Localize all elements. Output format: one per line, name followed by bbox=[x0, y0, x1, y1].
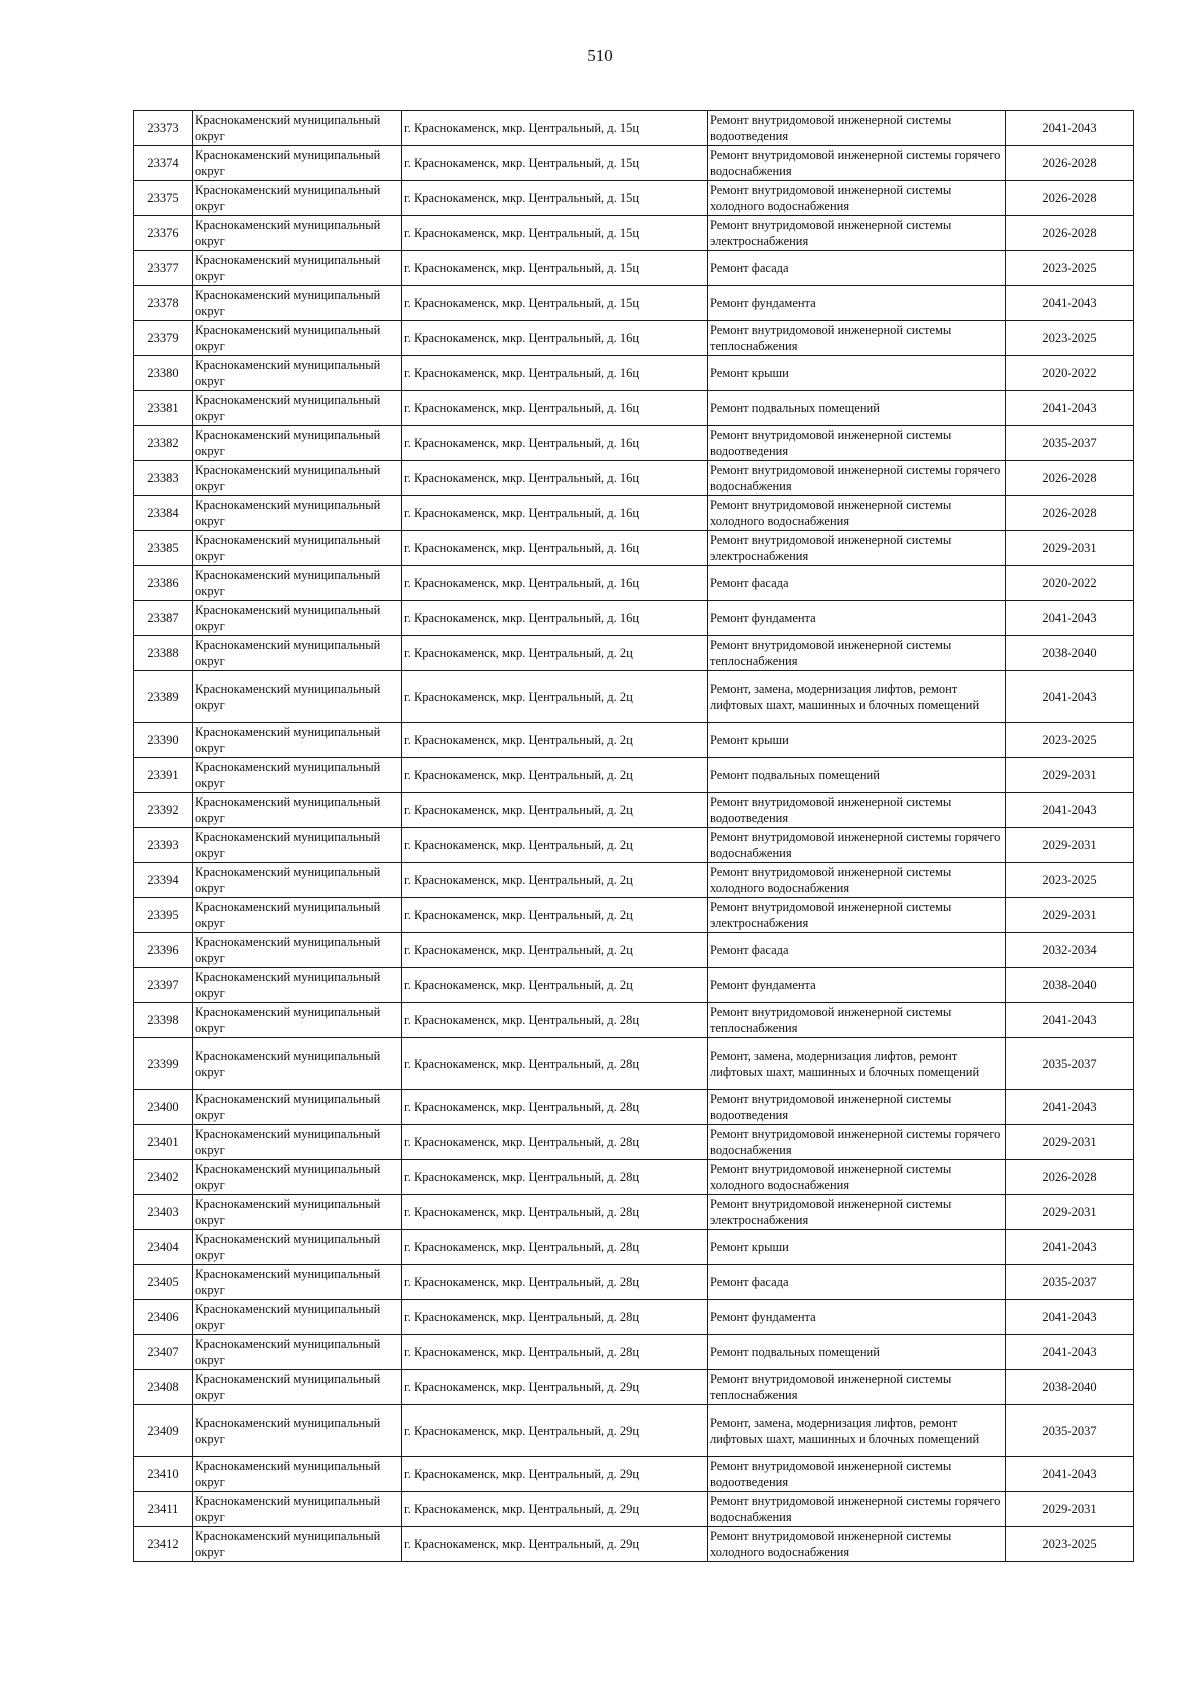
address-cell: г. Краснокаменск, мкр. Центральный, д. 2ц bbox=[402, 723, 708, 758]
table-row bbox=[134, 968, 1134, 1003]
work-type-cell: Ремонт, замена, модернизация лифтов, ремонт лифтовых шахт, машинных и блочных помещений bbox=[708, 1405, 1006, 1457]
address-cell: г. Краснокаменск, мкр. Центральный, д. 28ц bbox=[402, 1125, 708, 1160]
table-row bbox=[134, 1265, 1134, 1300]
row-number: 23404 bbox=[134, 1230, 193, 1265]
municipality-cell: Краснокаменский муниципальный округ bbox=[193, 496, 402, 531]
address-cell: г. Краснокаменск, мкр. Центральный, д. 28ц bbox=[402, 1160, 708, 1195]
period-cell: 2023-2025 bbox=[1006, 251, 1134, 286]
municipality-cell: Краснокаменский муниципальный округ bbox=[193, 828, 402, 863]
row-number: 23393 bbox=[134, 828, 193, 863]
address-cell: г. Краснокаменск, мкр. Центральный, д. 28ц bbox=[402, 1038, 708, 1090]
municipality-cell: Краснокаменский муниципальный округ bbox=[193, 933, 402, 968]
municipality-cell: Краснокаменский муниципальный округ bbox=[193, 1003, 402, 1038]
period-cell: 2041-2043 bbox=[1006, 793, 1134, 828]
table-row bbox=[134, 1003, 1134, 1038]
period-cell: 2029-2031 bbox=[1006, 758, 1134, 793]
table-row bbox=[134, 181, 1134, 216]
address-cell: г. Краснокаменск, мкр. Центральный, д. 2ц bbox=[402, 828, 708, 863]
row-number: 23389 bbox=[134, 671, 193, 723]
municipality-cell: Краснокаменский муниципальный округ bbox=[193, 286, 402, 321]
municipality-cell: Краснокаменский муниципальный округ bbox=[193, 601, 402, 636]
work-type-cell: Ремонт фасада bbox=[708, 933, 1006, 968]
table-row bbox=[134, 146, 1134, 181]
municipality-cell: Краснокаменский муниципальный округ bbox=[193, 391, 402, 426]
municipality-cell: Краснокаменский муниципальный округ bbox=[193, 1457, 402, 1492]
address-cell: г. Краснокаменск, мкр. Центральный, д. 2ц bbox=[402, 933, 708, 968]
address-cell: г. Краснокаменск, мкр. Центральный, д. 15ц bbox=[402, 111, 708, 146]
municipality-cell: Краснокаменский муниципальный округ bbox=[193, 181, 402, 216]
address-cell: г. Краснокаменск, мкр. Центральный, д. 2ц bbox=[402, 863, 708, 898]
address-cell: г. Краснокаменск, мкр. Центральный, д. 16ц bbox=[402, 566, 708, 601]
table-row bbox=[134, 286, 1134, 321]
municipality-cell: Краснокаменский муниципальный округ bbox=[193, 758, 402, 793]
row-number: 23412 bbox=[134, 1527, 193, 1562]
municipality-cell: Краснокаменский муниципальный округ bbox=[193, 898, 402, 933]
work-type-cell: Ремонт внутридомовой инженерной системы теплоснабжения bbox=[708, 1370, 1006, 1405]
municipality-cell: Краснокаменский муниципальный округ bbox=[193, 321, 402, 356]
row-number: 23397 bbox=[134, 968, 193, 1003]
work-type-cell: Ремонт внутридомовой инженерной системы электроснабжения bbox=[708, 1195, 1006, 1230]
row-number: 23378 bbox=[134, 286, 193, 321]
work-type-cell: Ремонт внутридомовой инженерной системы электроснабжения bbox=[708, 216, 1006, 251]
address-cell: г. Краснокаменск, мкр. Центральный, д. 2ц bbox=[402, 758, 708, 793]
municipality-cell: Краснокаменский муниципальный округ bbox=[193, 723, 402, 758]
address-cell: г. Краснокаменск, мкр. Центральный, д. 2ц bbox=[402, 898, 708, 933]
row-number: 23395 bbox=[134, 898, 193, 933]
work-type-cell: Ремонт, замена, модернизация лифтов, ремонт лифтовых шахт, машинных и блочных помещений bbox=[708, 671, 1006, 723]
row-number: 23382 bbox=[134, 426, 193, 461]
municipality-cell: Краснокаменский муниципальный округ bbox=[193, 216, 402, 251]
work-type-cell: Ремонт внутридомовой инженерной системы электроснабжения bbox=[708, 898, 1006, 933]
municipality-cell: Краснокаменский муниципальный округ bbox=[193, 1300, 402, 1335]
row-number: 23394 bbox=[134, 863, 193, 898]
table-row bbox=[134, 531, 1134, 566]
period-cell: 2026-2028 bbox=[1006, 1160, 1134, 1195]
work-type-cell: Ремонт фундамента bbox=[708, 968, 1006, 1003]
period-cell: 2029-2031 bbox=[1006, 898, 1134, 933]
period-cell: 2026-2028 bbox=[1006, 216, 1134, 251]
table-row bbox=[134, 671, 1134, 723]
table-row bbox=[134, 1300, 1134, 1335]
address-cell: г. Краснокаменск, мкр. Центральный, д. 28ц bbox=[402, 1265, 708, 1300]
period-cell: 2029-2031 bbox=[1006, 1125, 1134, 1160]
period-cell: 2023-2025 bbox=[1006, 723, 1134, 758]
row-number: 23373 bbox=[134, 111, 193, 146]
row-number: 23407 bbox=[134, 1335, 193, 1370]
work-type-cell: Ремонт внутридомовой инженерной системы холодного водоснабжения bbox=[708, 1527, 1006, 1562]
period-cell: 2041-2043 bbox=[1006, 286, 1134, 321]
municipality-cell: Краснокаменский муниципальный округ bbox=[193, 251, 402, 286]
municipality-cell: Краснокаменский муниципальный округ bbox=[193, 461, 402, 496]
municipality-cell: Краснокаменский муниципальный округ bbox=[193, 531, 402, 566]
address-cell: г. Краснокаменск, мкр. Центральный, д. 15ц bbox=[402, 251, 708, 286]
table-row bbox=[134, 758, 1134, 793]
work-type-cell: Ремонт внутридомовой инженерной системы горячего водоснабжения bbox=[708, 146, 1006, 181]
row-number: 23408 bbox=[134, 1370, 193, 1405]
municipality-cell: Краснокаменский муниципальный округ bbox=[193, 968, 402, 1003]
table-row bbox=[134, 1405, 1134, 1457]
work-type-cell: Ремонт фундамента bbox=[708, 286, 1006, 321]
row-number: 23381 bbox=[134, 391, 193, 426]
work-type-cell: Ремонт фундамента bbox=[708, 601, 1006, 636]
work-type-cell: Ремонт крыши bbox=[708, 1230, 1006, 1265]
municipality-cell: Краснокаменский муниципальный округ bbox=[193, 793, 402, 828]
table-row bbox=[134, 496, 1134, 531]
row-number: 23387 bbox=[134, 601, 193, 636]
work-type-cell: Ремонт подвальных помещений bbox=[708, 758, 1006, 793]
row-number: 23386 bbox=[134, 566, 193, 601]
municipality-cell: Краснокаменский муниципальный округ bbox=[193, 1492, 402, 1527]
address-cell: г. Краснокаменск, мкр. Центральный, д. 16ц bbox=[402, 426, 708, 461]
period-cell: 2041-2043 bbox=[1006, 1003, 1134, 1038]
table-row bbox=[134, 1125, 1134, 1160]
work-type-cell: Ремонт внутридомовой инженерной системы горячего водоснабжения bbox=[708, 461, 1006, 496]
table-row bbox=[134, 1370, 1134, 1405]
row-number: 23411 bbox=[134, 1492, 193, 1527]
municipality-cell: Краснокаменский муниципальный округ bbox=[193, 426, 402, 461]
table-row bbox=[134, 933, 1134, 968]
period-cell: 2041-2043 bbox=[1006, 1457, 1134, 1492]
municipality-cell: Краснокаменский муниципальный округ bbox=[193, 1405, 402, 1457]
repair-schedule-table bbox=[133, 110, 1134, 1562]
municipality-cell: Краснокаменский муниципальный округ bbox=[193, 1265, 402, 1300]
row-number: 23383 bbox=[134, 461, 193, 496]
table-row bbox=[134, 1038, 1134, 1090]
period-cell: 2035-2037 bbox=[1006, 1265, 1134, 1300]
period-cell: 2041-2043 bbox=[1006, 111, 1134, 146]
address-cell: г. Краснокаменск, мкр. Центральный, д. 29ц bbox=[402, 1527, 708, 1562]
period-cell: 2029-2031 bbox=[1006, 828, 1134, 863]
municipality-cell: Краснокаменский муниципальный округ bbox=[193, 1038, 402, 1090]
table-row bbox=[134, 863, 1134, 898]
address-cell: г. Краснокаменск, мкр. Центральный, д. 16ц bbox=[402, 531, 708, 566]
row-number: 23403 bbox=[134, 1195, 193, 1230]
period-cell: 2026-2028 bbox=[1006, 146, 1134, 181]
work-type-cell: Ремонт фасада bbox=[708, 1265, 1006, 1300]
table-row bbox=[134, 356, 1134, 391]
period-cell: 2041-2043 bbox=[1006, 601, 1134, 636]
period-cell: 2041-2043 bbox=[1006, 1335, 1134, 1370]
municipality-cell: Краснокаменский муниципальный округ bbox=[193, 1335, 402, 1370]
row-number: 23384 bbox=[134, 496, 193, 531]
table-row bbox=[134, 1457, 1134, 1492]
work-type-cell: Ремонт подвальных помещений bbox=[708, 1335, 1006, 1370]
period-cell: 2026-2028 bbox=[1006, 181, 1134, 216]
period-cell: 2029-2031 bbox=[1006, 1195, 1134, 1230]
work-type-cell: Ремонт внутридомовой инженерной системы холодного водоснабжения bbox=[708, 863, 1006, 898]
address-cell: г. Краснокаменск, мкр. Центральный, д. 29ц bbox=[402, 1370, 708, 1405]
work-type-cell: Ремонт внутридомовой инженерной системы холодного водоснабжения bbox=[708, 181, 1006, 216]
row-number: 23388 bbox=[134, 636, 193, 671]
municipality-cell: Краснокаменский муниципальный округ bbox=[193, 1125, 402, 1160]
address-cell: г. Краснокаменск, мкр. Центральный, д. 15ц bbox=[402, 181, 708, 216]
table-row bbox=[134, 1195, 1134, 1230]
row-number: 23409 bbox=[134, 1405, 193, 1457]
period-cell: 2035-2037 bbox=[1006, 426, 1134, 461]
row-number: 23398 bbox=[134, 1003, 193, 1038]
row-number: 23401 bbox=[134, 1125, 193, 1160]
table-row bbox=[134, 1492, 1134, 1527]
address-cell: г. Краснокаменск, мкр. Центральный, д. 16ц bbox=[402, 356, 708, 391]
municipality-cell: Краснокаменский муниципальный округ bbox=[193, 1527, 402, 1562]
period-cell: 2029-2031 bbox=[1006, 531, 1134, 566]
work-type-cell: Ремонт крыши bbox=[708, 723, 1006, 758]
work-type-cell: Ремонт внутридомовой инженерной системы горячего водоснабжения bbox=[708, 1125, 1006, 1160]
table-row bbox=[134, 1160, 1134, 1195]
row-number: 23396 bbox=[134, 933, 193, 968]
work-type-cell: Ремонт внутридомовой инженерной системы водоотведения bbox=[708, 111, 1006, 146]
table-row bbox=[134, 636, 1134, 671]
row-number: 23402 bbox=[134, 1160, 193, 1195]
work-type-cell: Ремонт подвальных помещений bbox=[708, 391, 1006, 426]
municipality-cell: Краснокаменский муниципальный округ bbox=[193, 1090, 402, 1125]
row-number: 23410 bbox=[134, 1457, 193, 1492]
period-cell: 2041-2043 bbox=[1006, 1230, 1134, 1265]
work-type-cell: Ремонт внутридомовой инженерной системы водоотведения bbox=[708, 1457, 1006, 1492]
period-cell: 2041-2043 bbox=[1006, 1090, 1134, 1125]
row-number: 23406 bbox=[134, 1300, 193, 1335]
row-number: 23400 bbox=[134, 1090, 193, 1125]
period-cell: 2038-2040 bbox=[1006, 968, 1134, 1003]
address-cell: г. Краснокаменск, мкр. Центральный, д. 28ц bbox=[402, 1230, 708, 1265]
address-cell: г. Краснокаменск, мкр. Центральный, д. 16ц bbox=[402, 601, 708, 636]
row-number: 23399 bbox=[134, 1038, 193, 1090]
address-cell: г. Краснокаменск, мкр. Центральный, д. 2ц bbox=[402, 968, 708, 1003]
municipality-cell: Краснокаменский муниципальный округ bbox=[193, 671, 402, 723]
period-cell: 2035-2037 bbox=[1006, 1405, 1134, 1457]
period-cell: 2038-2040 bbox=[1006, 1370, 1134, 1405]
address-cell: г. Краснокаменск, мкр. Центральный, д. 15ц bbox=[402, 146, 708, 181]
table-row bbox=[134, 1230, 1134, 1265]
page-number: 510 bbox=[587, 46, 613, 65]
row-number: 23405 bbox=[134, 1265, 193, 1300]
work-type-cell: Ремонт фасада bbox=[708, 251, 1006, 286]
row-number: 23385 bbox=[134, 531, 193, 566]
address-cell: г. Краснокаменск, мкр. Центральный, д. 28ц bbox=[402, 1335, 708, 1370]
period-cell: 2041-2043 bbox=[1006, 671, 1134, 723]
municipality-cell: Краснокаменский муниципальный округ bbox=[193, 1160, 402, 1195]
row-number: 23374 bbox=[134, 146, 193, 181]
table-row bbox=[134, 828, 1134, 863]
row-number: 23391 bbox=[134, 758, 193, 793]
table-row bbox=[134, 216, 1134, 251]
period-cell: 2041-2043 bbox=[1006, 391, 1134, 426]
table-row bbox=[134, 793, 1134, 828]
work-type-cell: Ремонт фундамента bbox=[708, 1300, 1006, 1335]
work-type-cell: Ремонт внутридомовой инженерной системы теплоснабжения bbox=[708, 321, 1006, 356]
address-cell: г. Краснокаменск, мкр. Центральный, д. 2ц bbox=[402, 671, 708, 723]
address-cell: г. Краснокаменск, мкр. Центральный, д. 15ц bbox=[402, 286, 708, 321]
work-type-cell: Ремонт внутридомовой инженерной системы холодного водоснабжения bbox=[708, 1160, 1006, 1195]
row-number: 23390 bbox=[134, 723, 193, 758]
address-cell: г. Краснокаменск, мкр. Центральный, д. 28ц bbox=[402, 1090, 708, 1125]
table-row bbox=[134, 601, 1134, 636]
address-cell: г. Краснокаменск, мкр. Центральный, д. 29ц bbox=[402, 1405, 708, 1457]
municipality-cell: Краснокаменский муниципальный округ bbox=[193, 146, 402, 181]
work-type-cell: Ремонт крыши bbox=[708, 356, 1006, 391]
work-type-cell: Ремонт внутридомовой инженерной системы теплоснабжения bbox=[708, 636, 1006, 671]
row-number: 23376 bbox=[134, 216, 193, 251]
table-row bbox=[134, 391, 1134, 426]
municipality-cell: Краснокаменский муниципальный округ bbox=[193, 111, 402, 146]
address-cell: г. Краснокаменск, мкр. Центральный, д. 29ц bbox=[402, 1457, 708, 1492]
table-row bbox=[134, 898, 1134, 933]
period-cell: 2041-2043 bbox=[1006, 1300, 1134, 1335]
address-cell: г. Краснокаменск, мкр. Центральный, д. 16ц bbox=[402, 496, 708, 531]
address-cell: г. Краснокаменск, мкр. Центральный, д. 16ц bbox=[402, 391, 708, 426]
municipality-cell: Краснокаменский муниципальный округ bbox=[193, 636, 402, 671]
period-cell: 2035-2037 bbox=[1006, 1038, 1134, 1090]
period-cell: 2023-2025 bbox=[1006, 863, 1134, 898]
address-cell: г. Краснокаменск, мкр. Центральный, д. 28ц bbox=[402, 1300, 708, 1335]
period-cell: 2023-2025 bbox=[1006, 1527, 1134, 1562]
address-cell: г. Краснокаменск, мкр. Центральный, д. 16ц bbox=[402, 461, 708, 496]
work-type-cell: Ремонт, замена, модернизация лифтов, ремонт лифтовых шахт, машинных и блочных помещений bbox=[708, 1038, 1006, 1090]
period-cell: 2020-2022 bbox=[1006, 566, 1134, 601]
table-row bbox=[134, 251, 1134, 286]
table-row bbox=[134, 111, 1134, 146]
work-type-cell: Ремонт внутридомовой инженерной системы холодного водоснабжения bbox=[708, 496, 1006, 531]
row-number: 23392 bbox=[134, 793, 193, 828]
row-number: 23380 bbox=[134, 356, 193, 391]
table-row bbox=[134, 426, 1134, 461]
period-cell: 2038-2040 bbox=[1006, 636, 1134, 671]
municipality-cell: Краснокаменский муниципальный округ bbox=[193, 863, 402, 898]
work-type-cell: Ремонт внутридомовой инженерной системы водоотведения bbox=[708, 1090, 1006, 1125]
row-number: 23377 bbox=[134, 251, 193, 286]
address-cell: г. Краснокаменск, мкр. Центральный, д. 2ц bbox=[402, 636, 708, 671]
table-body bbox=[134, 111, 1134, 1562]
address-cell: г. Краснокаменск, мкр. Центральный, д. 2ц bbox=[402, 793, 708, 828]
period-cell: 2023-2025 bbox=[1006, 321, 1134, 356]
row-number: 23375 bbox=[134, 181, 193, 216]
work-type-cell: Ремонт внутридомовой инженерной системы водоотведения bbox=[708, 793, 1006, 828]
table-row bbox=[134, 1527, 1134, 1562]
work-type-cell: Ремонт внутридомовой инженерной системы теплоснабжения bbox=[708, 1003, 1006, 1038]
row-number: 23379 bbox=[134, 321, 193, 356]
table-row bbox=[134, 461, 1134, 496]
work-type-cell: Ремонт внутридомовой инженерной системы электроснабжения bbox=[708, 531, 1006, 566]
address-cell: г. Краснокаменск, мкр. Центральный, д. 28ц bbox=[402, 1003, 708, 1038]
address-cell: г. Краснокаменск, мкр. Центральный, д. 29ц bbox=[402, 1492, 708, 1527]
work-type-cell: Ремонт внутридомовой инженерной системы горячего водоснабжения bbox=[708, 828, 1006, 863]
table-row bbox=[134, 1090, 1134, 1125]
period-cell: 2029-2031 bbox=[1006, 1492, 1134, 1527]
municipality-cell: Краснокаменский муниципальный округ bbox=[193, 1195, 402, 1230]
period-cell: 2026-2028 bbox=[1006, 496, 1134, 531]
address-cell: г. Краснокаменск, мкр. Центральный, д. 16ц bbox=[402, 321, 708, 356]
period-cell: 2032-2034 bbox=[1006, 933, 1134, 968]
table-row bbox=[134, 1335, 1134, 1370]
work-type-cell: Ремонт внутридомовой инженерной системы водоотведения bbox=[708, 426, 1006, 461]
address-cell: г. Краснокаменск, мкр. Центральный, д. 15ц bbox=[402, 216, 708, 251]
municipality-cell: Краснокаменский муниципальный округ bbox=[193, 566, 402, 601]
municipality-cell: Краснокаменский муниципальный округ bbox=[193, 1370, 402, 1405]
address-cell: г. Краснокаменск, мкр. Центральный, д. 28ц bbox=[402, 1195, 708, 1230]
municipality-cell: Краснокаменский муниципальный округ bbox=[193, 1230, 402, 1265]
table-row bbox=[134, 566, 1134, 601]
table-row bbox=[134, 321, 1134, 356]
work-type-cell: Ремонт внутридомовой инженерной системы горячего водоснабжения bbox=[708, 1492, 1006, 1527]
work-type-cell: Ремонт фасада bbox=[708, 566, 1006, 601]
period-cell: 2026-2028 bbox=[1006, 461, 1134, 496]
period-cell: 2020-2022 bbox=[1006, 356, 1134, 391]
table-row bbox=[134, 723, 1134, 758]
municipality-cell: Краснокаменский муниципальный округ bbox=[193, 356, 402, 391]
